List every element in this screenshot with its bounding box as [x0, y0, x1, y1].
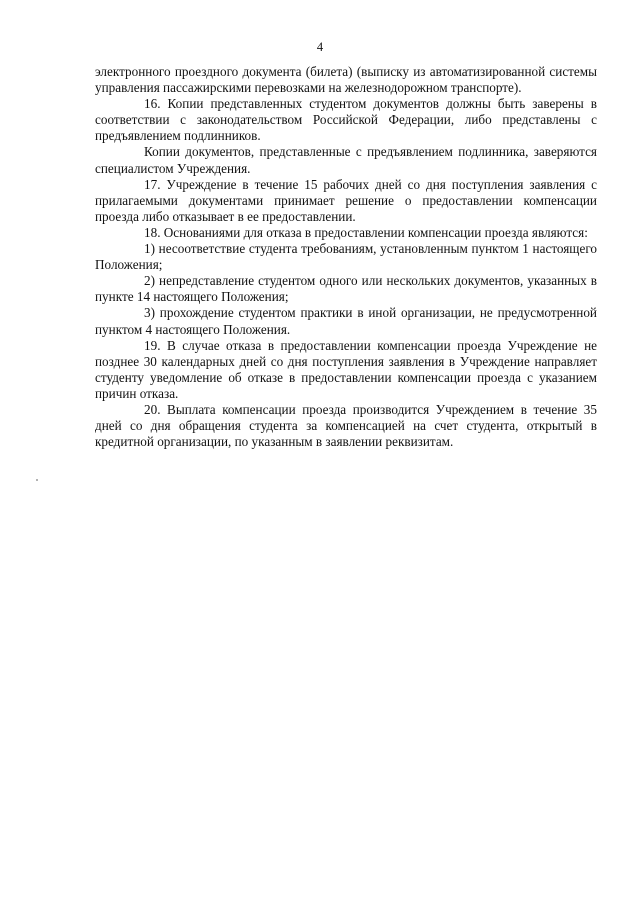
paragraph-item-20: 20. Выплата компенсации проезда производится Учреждением в течение 35 дней со дня обращения студента за компенсацией на счет студента, открытый в кредитной организации, по указанным в заявлении реквизитам. — [95, 401, 597, 450]
paragraph-item-16: 16. Копии представленных студентом документов должны быть заверены в соответствии с законодательством Российской Федерации, либо представлены с предъявлением подлинников. — [95, 96, 597, 144]
paragraph-item-17: 17. Учреждение в течение 15 рабочих дней со дня поступления заявления с прилагаемыми документами принимает решение о предоставлении компенсации проезда либо отказывает в ее предоставлении. — [95, 176, 597, 224]
page-number: 4 — [316, 40, 324, 54]
list-item-refusal-reason-1: 1) несоответствие студента требованиям, установленным пунктом 1 настоящего Положения; — [95, 241, 597, 273]
paragraph-item-18: 18. Основаниями для отказа в предоставлении компенсации проезда являются: — [144, 224, 588, 240]
document-body — [95, 64, 597, 450]
paragraph-copies-certified: Копии документов, представленные с предъявлением подлинника, заверяются специалистом Учреждения. — [95, 144, 597, 176]
paragraph-item-19: 19. В случае отказа в предоставлении компенсации проезда Учреждение не позднее 30 календарных дней со дня поступления заявления в Учреждение направляет студенту уведомление об отказе в предоставлении компенсации проезда с указанием причин отказа. — [95, 337, 597, 401]
scan-speck — [36, 479, 38, 481]
list-item-refusal-reason-3: 3) прохождение студентом практики в иной организации, не предусмотренной пунктом 4 настоящего Положения. — [95, 305, 597, 337]
paragraph-continuation: электронного проездного документа (билета) (выписку из автоматизированной системы управления пассажирскими перевозками на железнодорожном транспорте). — [95, 64, 597, 96]
list-item-refusal-reason-2: 2) непредставление студентом одного или нескольких документов, указанных в пункте 14 настоящего Положения; — [95, 273, 597, 305]
